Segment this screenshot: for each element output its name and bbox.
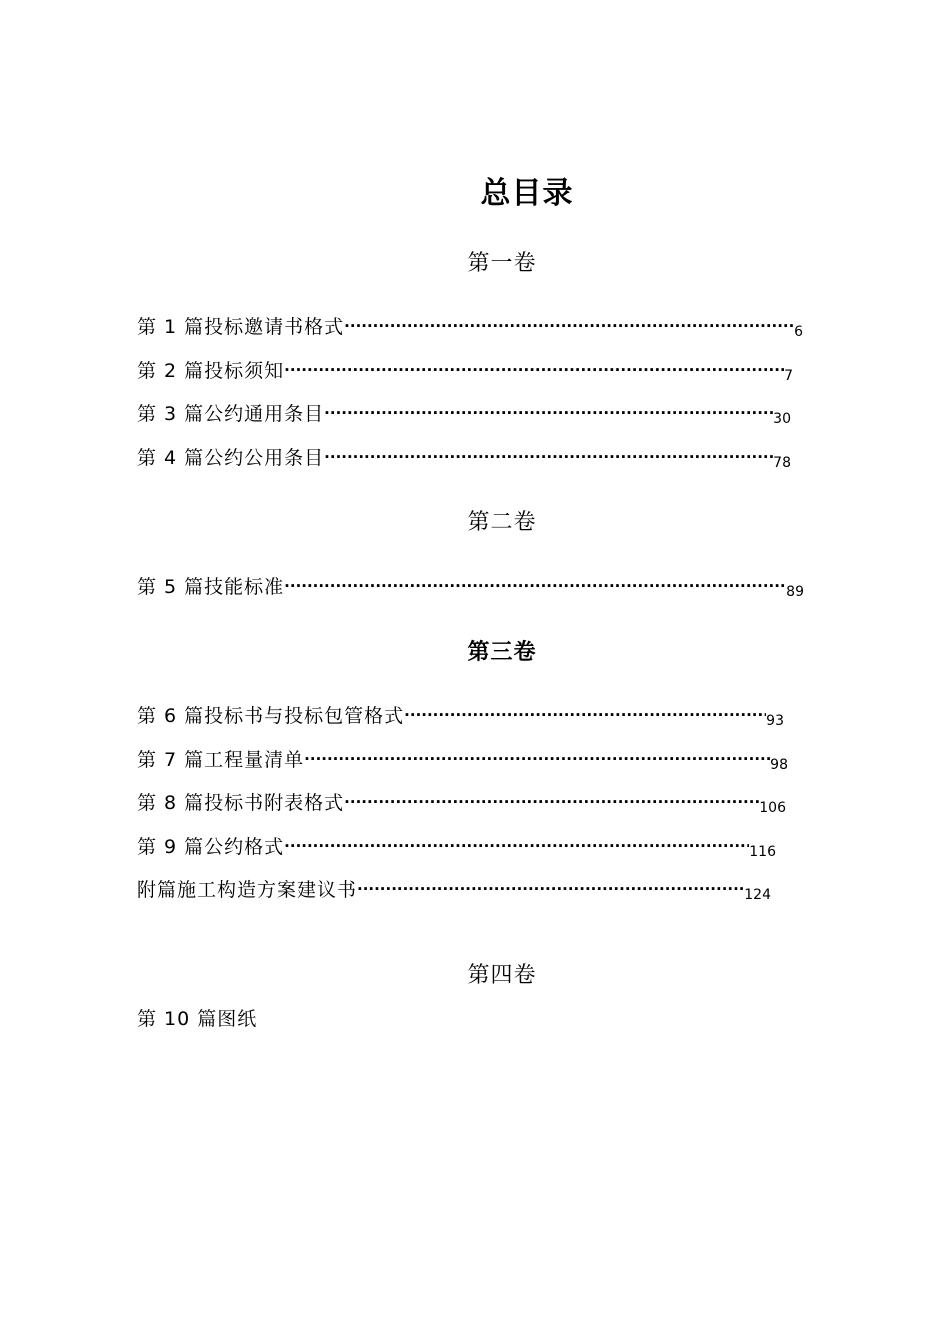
toc-entry[interactable] <box>137 441 791 471</box>
toc-entry[interactable] <box>137 570 804 600</box>
toc-entry-page: 106 <box>759 800 786 816</box>
toc-entry[interactable] <box>137 830 776 860</box>
toc-entry-page: 124 <box>744 887 771 903</box>
toc-entry-page: 98 <box>770 757 788 773</box>
toc-entry[interactable] <box>137 310 803 340</box>
volume-title: 第二卷 <box>467 510 537 535</box>
toc-entry-label: 第 4 篇公约公用条目 <box>137 447 325 469</box>
toc-entry-page: 89 <box>786 584 804 600</box>
toc-entry-label: 第 7 篇工程量清单 <box>137 749 305 771</box>
toc-entry-page: 93 <box>766 713 784 729</box>
toc-entry[interactable] <box>137 873 771 903</box>
page-title: 总目录 <box>480 176 574 211</box>
toc-entry[interactable] <box>137 699 784 729</box>
toc-entry[interactable] <box>137 354 793 384</box>
toc-leader-dots <box>324 403 773 423</box>
volume-title: 第三卷 <box>467 640 537 665</box>
toc-entry-page: 6 <box>794 324 803 340</box>
toc-leader-dots <box>344 792 759 812</box>
toc-leader-dots <box>284 836 749 856</box>
toc-entry-label: 第 8 篇投标书附表格式 <box>137 792 345 814</box>
toc-entry-label: 第 6 篇投标书与投标包管格式 <box>137 705 405 727</box>
toc-entry-label: 第 5 篇技能标准 <box>137 576 285 598</box>
toc-entry-page: 116 <box>749 844 776 860</box>
toc-entry-label: 第 3 篇公约通用条目 <box>137 403 325 425</box>
toc-leader-dots <box>284 360 784 380</box>
toc-entry-label: 第 9 篇公约格式 <box>137 836 285 858</box>
toc-leader-dots <box>404 705 766 725</box>
volume-title: 第一卷 <box>467 251 537 276</box>
volume-title: 第四卷 <box>467 963 537 988</box>
toc-leader-dots <box>324 447 773 467</box>
toc-leader-dots <box>304 749 770 769</box>
toc-entry[interactable] <box>137 397 791 427</box>
toc-entry[interactable] <box>137 786 786 816</box>
toc-entry-label[interactable]: 第 10 篇图纸 <box>137 1008 258 1030</box>
toc-entry-page: 7 <box>784 368 793 384</box>
toc-entry-label: 第 2 篇投标须知 <box>137 360 285 382</box>
toc-entry-label: 第 1 篇投标邀请书格式 <box>137 316 345 338</box>
toc-entry-label: 附篇施工构造方案建议书 <box>137 879 358 901</box>
toc-entry[interactable] <box>137 743 788 773</box>
toc-entry-page: 30 <box>773 411 791 427</box>
toc-leader-dots <box>357 879 744 899</box>
toc-leader-dots <box>284 576 786 596</box>
toc-entry-page: 78 <box>773 455 791 471</box>
toc-leader-dots <box>344 316 794 336</box>
